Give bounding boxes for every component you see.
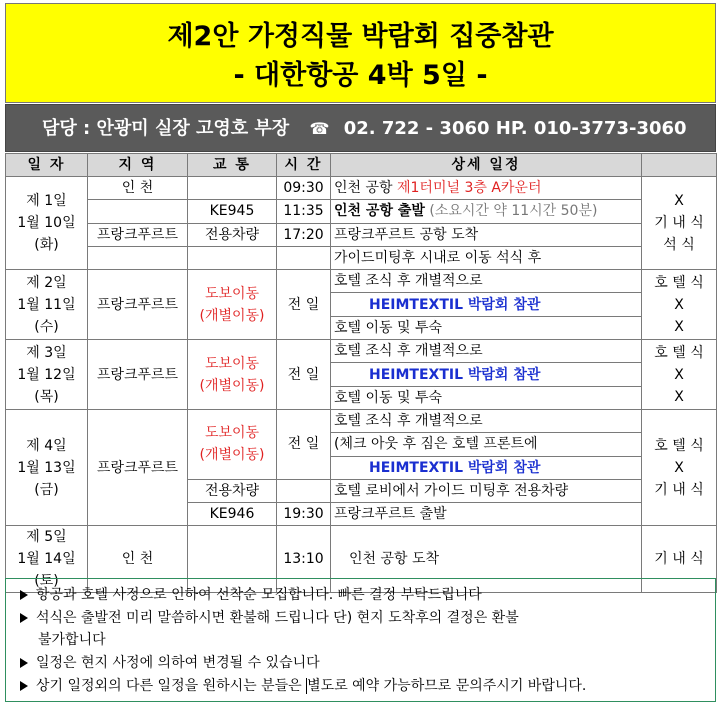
day1-date-day: 1월 10일 [17,215,76,232]
day2-region: 프랑크푸르트 [88,270,188,340]
day1-detail-1a: 인천 공항 [334,180,397,197]
day1-meal-2: 기 내 식 [654,215,704,232]
day2-transport-2: (개별이동) [199,307,265,324]
day1-detail-2b: (소요시간 약 11시간 50분) [424,203,598,220]
day1-region-empty [88,200,188,223]
day1-transport-1: KE945 [188,200,277,223]
phone-text: 02. 722 - 3060 HP. 010-3773-3060 [343,118,687,139]
day1-date-label: 제 1일 [26,193,67,210]
title-line-1: 제2안 가정직물 박람회 집중참관 [167,21,554,52]
bullet-icon [20,590,28,600]
day5-detail: 인천 공항 도착 [331,526,642,593]
day2-date-day: 1월 11일 [17,296,76,313]
day4-date-weekday: (금) [34,481,59,498]
header-region: 지 역 [88,154,188,177]
day4-transport-1: 도보이동 [204,425,260,442]
day1-detail-3: 프랑크푸르트 공항 도착 [331,223,642,246]
day2-meal-1: 호 텔 식 [654,274,704,291]
note-2-text: 석식은 출발전 미리 말씀하시면 환불해 드립니다 단) 현지 도착후의 결정은 환불 [36,610,519,626]
table-row [6,340,717,363]
title-banner [5,3,716,103]
table-row [6,270,717,293]
day4-meal-2: X [674,459,684,476]
note-4 [20,675,586,697]
day4-transport-3: 전용차량 [188,479,277,502]
note-3-text: 일정은 현지 사정에 의하여 변경될 수 있습니다 [36,655,320,671]
day5-date-weekday: (토) [34,573,59,590]
day3-date-weekday: (목) [34,388,59,405]
day4-meal [642,409,717,525]
day3-region: 프랑크푸르트 [88,340,188,410]
day4-meal-1: 호 텔 식 [654,437,704,454]
day1-empty-a [88,246,188,269]
header-row [6,154,717,177]
day4-detail-3: HEIMTEXTIL 박람회 참관 [331,456,642,479]
header-date: 일 자 [6,154,88,177]
table-row [6,409,717,432]
title-line-2: - 대한항공 4박 5일 - [233,60,488,91]
day2-time: 전 일 [277,270,331,340]
day1-detail-1 [331,177,642,200]
day4-detail-2: (체크 아웃 후 짐은 호텔 프론트에 [331,433,642,456]
day3-meal-3: X [674,388,684,405]
day3-detail-3: 호텔 이동 및 투숙 [331,386,642,409]
day3-date-day: 1월 12일 [17,366,76,383]
day1-time-3: 17:20 [277,223,331,246]
bullet-icon [20,658,28,668]
note-1-text: 항공과 호텔 사정으로 인하여 선착순 모집합니다. 빠른 결정 부탁드립니다 [36,587,482,603]
day3-date-label: 제 3일 [26,344,67,361]
header-time: 시 간 [277,154,331,177]
day4-detail-5: 프랑크푸르트 출발 [331,503,642,526]
table-row [6,177,717,200]
day4-date-day: 1월 13일 [17,459,76,476]
day1-region-2: 프랑크푸르트 [88,223,188,246]
day2-meal-3: X [674,318,684,335]
day2-meal [642,270,717,340]
day5-region: 인 천 [88,526,188,593]
day4-time-2: 19:30 [277,503,331,526]
day2-date [6,270,88,340]
note-3 [20,652,320,674]
header-meal [642,154,717,177]
day5-date-day: 1월 14일 [17,551,76,568]
note-4-text-a: 상기 일정외의 다른 일정을 원하시는 분들은 [36,678,307,694]
day5-time: 13:10 [277,526,331,593]
day3-meal [642,340,717,410]
day2-detail-1: 호텔 조식 후 개별적으로 [331,270,642,293]
day3-meal-1: 호 텔 식 [654,344,704,361]
day1-detail-2 [331,200,642,223]
day3-transport-2: (개별이동) [199,377,265,394]
day2-meal-2: X [674,296,684,313]
table-row [6,246,717,269]
day1-empty-c [277,246,331,269]
day1-date [6,177,88,270]
note-4-text-b: 별도로 예약 가능하므로 문의주시기 바랍니다. [307,678,587,694]
day2-date-label: 제 2일 [26,274,67,291]
notes-box [5,578,716,702]
day1-detail-4: 가이드미팅후 시내로 이동 석식 후 [331,246,642,269]
day4-detail-1: 호텔 조식 후 개별적으로 [331,409,642,432]
day2-detail-2: HEIMTEXTIL 박람회 참관 [331,293,642,316]
day1-meal-1: X [674,193,684,210]
schedule-table [5,153,717,593]
day2-transport [188,270,277,340]
day3-transport-1: 도보이동 [204,355,260,372]
note-2-cont [38,629,106,651]
day1-empty-b [188,246,277,269]
header-transport: 교 통 [188,154,277,177]
day1-detail-1b: 제1터미널 3층 A카운터 [397,180,542,197]
bullet-icon [20,681,28,691]
day1-region-1: 인 천 [88,177,188,200]
day4-time-1: 전 일 [277,409,331,479]
day3-transport [188,340,277,410]
day3-detail-1: 호텔 조식 후 개별적으로 [331,340,642,363]
day5-date-label: 제 5일 [26,529,67,546]
day2-date-weekday: (수) [34,318,59,335]
note-1 [20,584,482,606]
table-row [6,200,717,223]
staff-text: 담당 : 안광미 실장 고영호 부장 [42,118,290,139]
note-2 [20,607,519,629]
day2-transport-1: 도보이동 [204,285,260,302]
table-row [6,223,717,246]
day4-region: 프랑크푸르트 [88,409,188,525]
contact-bar [5,104,716,152]
bullet-icon [20,613,28,623]
day1-time-1: 09:30 [277,177,331,200]
day4-transport-walk [188,409,277,479]
day1-meal [642,177,717,270]
day1-transport-empty [188,177,277,200]
day1-time-2: 11:35 [277,200,331,223]
day4-time-empty [277,479,331,502]
note-2-cont-text: 불가합니다 [38,632,106,648]
day3-date [6,340,88,410]
day1-date-weekday: (화) [34,237,59,254]
day3-detail-2: HEIMTEXTIL 박람회 참관 [331,363,642,386]
day5-meal: 기 내 식 [642,526,717,593]
day3-meal-2: X [674,366,684,383]
day2-detail-3: 호텔 이동 및 투숙 [331,316,642,339]
day4-date-label: 제 4일 [26,437,67,454]
header-detail: 상세 일정 [331,154,642,177]
day4-transport-4: KE946 [188,503,277,526]
day4-meal-3: 기 내 식 [654,481,704,498]
day1-transport-2: 전용차량 [188,223,277,246]
day4-date [6,409,88,525]
phone-icon: ☎ [309,119,330,138]
day1-detail-2a: 인천 공항 출발 [334,203,425,220]
day4-detail-4: 호텔 로비에서 가이드 미팅후 전용차량 [331,479,642,502]
day4-transport-2: (개별이동) [199,447,265,464]
day3-time: 전 일 [277,340,331,410]
day1-meal-3: 석 식 [663,237,695,254]
